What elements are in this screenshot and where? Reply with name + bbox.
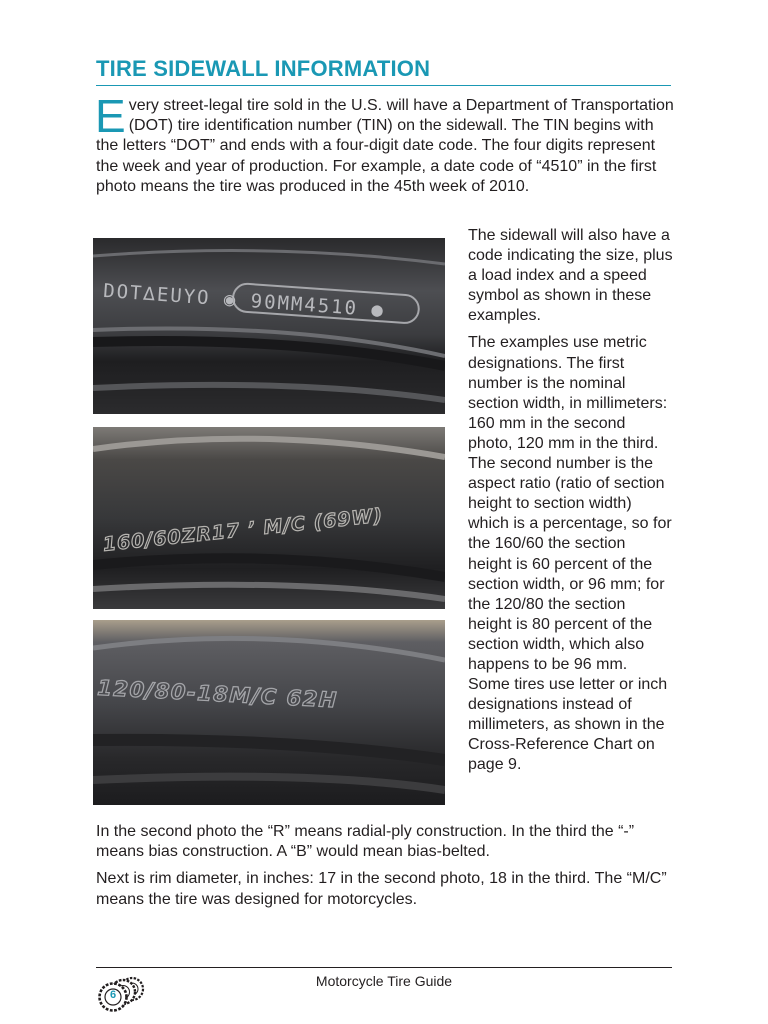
sidewall-size-code-bias: 120/80-18M/C 62H bbox=[96, 675, 339, 713]
tire-photo-size-bias bbox=[93, 620, 445, 805]
intro-text: very street-legal tire sold in the U.S. will have a Department of Transportation (DOT) tire identification number (TIN) on the sidewall. The TIN begins with the letters “DOT” and ends with a four-digit date code. The four digits represent the week and year of production. For example, a date code of “4510” in the first photo means the tire was produced in the 45th week of 2010. bbox=[96, 97, 674, 195]
bottom-text bbox=[96, 822, 676, 917]
intro-paragraph bbox=[95, 90, 676, 197]
footer-guide-title: Motorcycle Tire Guide bbox=[315, 973, 453, 989]
page-number: 6 bbox=[109, 989, 117, 1001]
drop-cap: E bbox=[95, 90, 126, 142]
bottom-paragraph: Next is rim diameter, in inches: 17 in the second photo, 18 in the third. The “M/C” means the tire was designed for motorcycles. bbox=[96, 870, 667, 908]
side-paragraph: The sidewall will also have a code indicating the size, plus a load index and a speed symbol as shown in these examples. bbox=[468, 227, 673, 325]
bottom-paragraph: In the second photo the “R” means radial-ply construction. In the third the “-” means bias construction. A “B” would mean bias-belted. bbox=[96, 823, 635, 861]
tire-stack-icon bbox=[96, 970, 146, 1014]
title-divider bbox=[96, 85, 671, 86]
sidewall-size-code-radial: 160/60ZR17 ʼ M/C (69W) bbox=[101, 504, 385, 556]
footer-divider bbox=[96, 967, 672, 968]
sidewall-dot-code: DOT∆EUYO ◉ 90MM4510 ● bbox=[102, 279, 386, 322]
tire-photo-dot-code bbox=[93, 238, 445, 414]
side-paragraph: The examples use metric designations. The first number is the nominal section width, in millimeters: 160 mm in the second photo, 120 mm in the third. The second number is the aspect ratio (ratio of section height to section width) which is a percentage, so for the 160/60 the section height is 60 percent of the section width, or 96 mm; for the 120/80 the section height is 80 percent of the section width, which also happens to be 96 mm. Some tires use letter or inch designations instead of millimeters, as shown in the Cross-Reference Chart on page 9. bbox=[468, 334, 672, 774]
page-title: TIRE SIDEWALL INFORMATION bbox=[96, 56, 431, 81]
tire-photo-size-radial bbox=[93, 427, 445, 609]
side-column bbox=[468, 226, 673, 783]
